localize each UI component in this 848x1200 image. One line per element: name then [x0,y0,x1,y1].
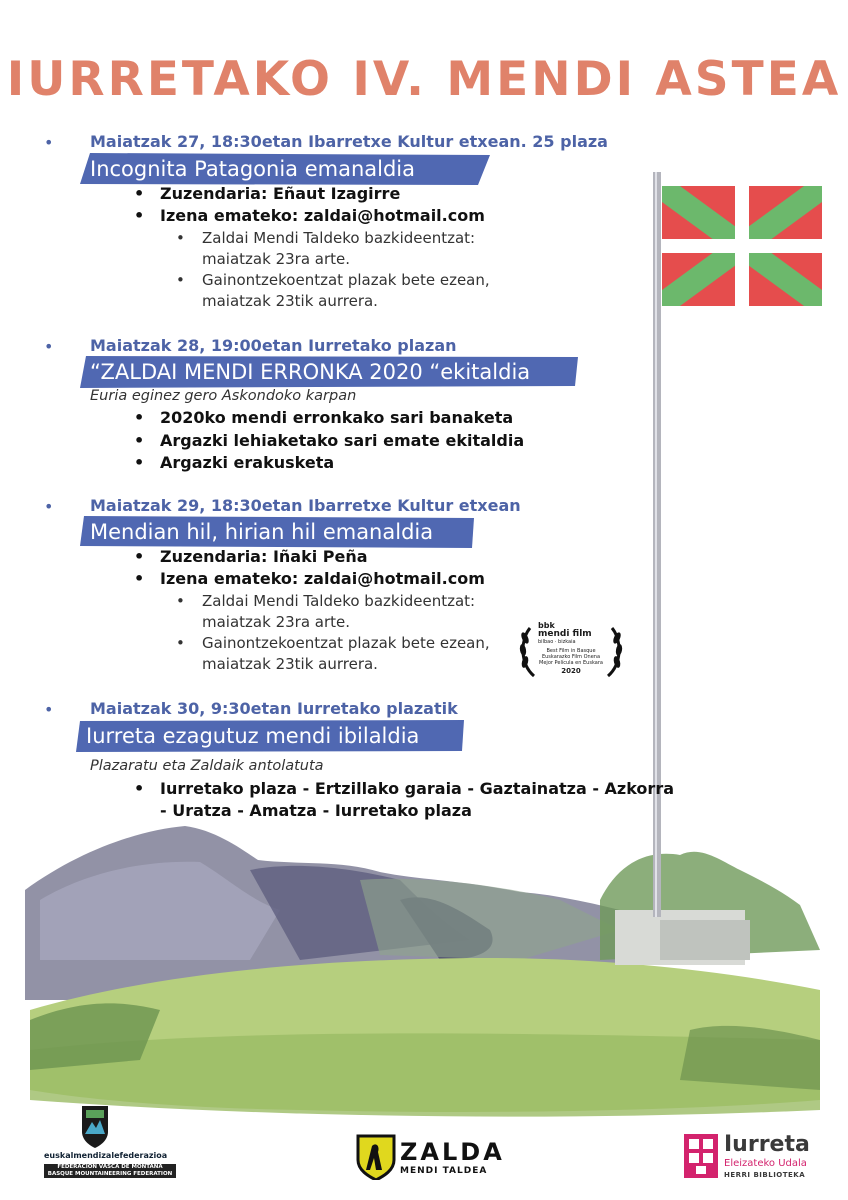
award-line-3: bilbao · bizkaia [538,639,576,645]
federation-name: euskalmendizalefederazioa [44,1151,168,1160]
event-3-subitem-1-line-2: maiatzak 23ra arte. [202,613,351,631]
bullet-marker: • [44,700,54,719]
zaldai-subtitle: MENDI TALDEA [400,1166,488,1176]
event-2-banner [80,356,578,388]
event-4-date: Maiatzak 30, 9:30etan Iurretako plazatik [90,699,458,718]
event-1-item-2: • Izena emateko: zaldai@hotmail.com [160,206,485,225]
federation-shield-icon [80,1104,110,1148]
event-1-banner-text: Incognita Patagonia emanaldia [90,157,415,181]
iurreta-emblem-icon [684,1134,718,1178]
iurreta-library: HERRI BIBLIOTEKA [724,1171,806,1179]
event-2-note: Euria eginez gero Askondoko karpan [90,388,357,404]
event-3-date: Maiatzak 29, 18:30etan Ibarretxe Kultur etxean [90,496,521,515]
event-4-banner [76,720,464,752]
event-4-item-1: • Iurretako plaza - Ertzillako garaia - Gaztainatza - Azkorra [160,779,674,798]
zaldai-name: ZALDA [400,1138,505,1166]
award-line-5: Euskarazko Film Onena [541,654,601,660]
event-1-subitem-1-line-1: • Zaldai Mendi Taldeko bazkideentzat: [202,229,476,247]
event-1-item-1: • Zuzendaria: Eñaut Izagirre [160,184,400,203]
zaldai-shield-icon [356,1134,396,1180]
event-3-subitem-1-line-1: • Zaldai Mendi Taldeko bazkideentzat: [202,592,476,610]
event-4-banner-text: Iurreta ezagutuz mendi ibilaldia [86,724,420,748]
event-3-subitem-2-line-2: maiatzak 23tik aurrera. [202,655,378,673]
event-1-date: Maiatzak 27, 18:30etan Ibarretxe Kultur etxean. 25 plaza [90,132,608,151]
film-award-laurel [516,620,626,684]
bullet-marker: • [44,133,54,152]
award-line-2: mendi film [538,629,592,639]
event-3-banner-text: Mendian hil, hirian hil emanaldia [90,520,434,544]
federation-line-3: BASQUE MOUNTAINEERING FEDERATION [47,1171,173,1177]
iurreta-name: Iurreta [724,1132,810,1157]
award-line-1: bbk [538,621,555,630]
event-2-item-2: • Argazki lehiaketako sari emate ekitaldia [160,431,524,450]
event-2-date: Maiatzak 28, 19:00etan Iurretako plazan [90,336,457,355]
award-line-6: Mejor Película en Euskara [539,660,603,666]
federation-line-2: FEDERACIÓN VASCA DE MONTAÑA [57,1164,163,1170]
federation-logo [44,1104,184,1184]
event-3-subitem-2 [202,633,490,675]
award-year: 2020 [561,667,581,675]
event-3-item-1: • Zuzendaria: Iñaki Peña [160,547,368,566]
event-4-note: Plazaratu eta Zaldaik antolatuta [90,758,324,774]
event-3-item-2: • Izena emateko: zaldai@hotmail.com [160,569,485,588]
event-3-subitem-1 [202,591,475,633]
iurreta-subtitle: Eleizateko Udala [724,1158,807,1169]
event-3-banner [80,516,474,548]
event-1-subitem-1-line-2: maiatzak 23ra arte. [202,250,351,268]
event-2-banner-text: “ZALDAI MENDI ERRONKA 2020 “ekitaldia [90,360,531,384]
ikurrina-flag [662,185,822,307]
event-1-subitem-2-line-1: • Gainontzekoentzat plazak bete ezean, [202,271,490,289]
event-2-item-1: • 2020ko mendi erronkako sari banaketa [160,408,513,427]
event-3-subitem-2-line-1: • Gainontzekoentzat plazak bete ezean, [202,634,490,652]
event-2-item-3: • Argazki erakusketa [160,453,334,472]
event-1-subitem-2-line-2: maiatzak 23tik aurrera. [202,292,378,310]
zaldai-logo [356,1134,516,1184]
event-1-subitem-2 [202,270,490,312]
bullet-marker: • [44,337,54,356]
event-4-item-1-continued: - Uratza - Amatza - Iurretako plaza [160,801,472,820]
event-1-banner [80,153,490,185]
poster-title: IURRETAKO IV. MENDI ASTEA [6,52,842,107]
bullet-marker: • [44,497,54,516]
award-line-4: Best Film in Basque [546,648,596,654]
event-1-subitem-1 [202,228,475,270]
iurreta-logo [684,1134,824,1184]
